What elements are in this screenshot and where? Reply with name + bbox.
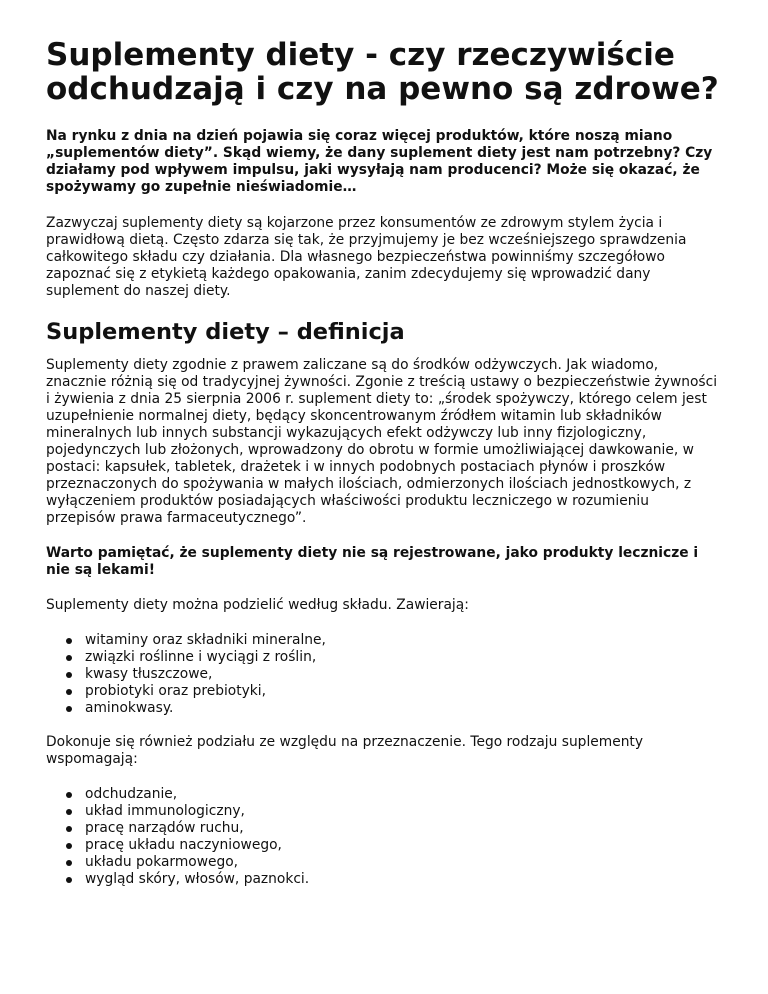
list-item bbox=[85, 700, 722, 717]
list-item bbox=[85, 649, 722, 666]
purpose-intro: Dokonuje się również podziału ze względu na przeznaczenie. Tego rodzaju suplementy wspomagają: bbox=[46, 734, 644, 767]
article-lead: Na rynku z dnia na dzień pojawia się coraz więcej produktów, które noszą miano „suplementów diety”. Skąd wiemy, że dany suplement diety jest nam potrzebny? Czy działamy pod wpływem impulsu, jaki wysyłają nam producenci? Może się okazać, że spożywamy go zupełnie nieświadomie… bbox=[46, 128, 713, 195]
bullet-icon bbox=[66, 860, 72, 866]
list-item bbox=[85, 632, 722, 649]
list-item-text: układ immunologiczny, bbox=[85, 803, 245, 819]
bullet-icon bbox=[66, 826, 72, 832]
list-item-text: witaminy oraz składniki mineralne, bbox=[85, 632, 326, 648]
definition-paragraph: Suplementy diety zgodnie z prawem zaliczane są do środków odżywczych. Jak wiadomo, znacznie różnią się od tradycyjnej żywności. Zgonie z treścią ustawy o bezpieczeństwie żywności i żywienia z dnia 25 sierpnia 2006 r. suplement diety to: „środek spożywczy, którego celem jest uzupełnienie normalnej diety, będący skoncentrowanym źródłem witamin lub składników mineralnych lub innych substancji wykazujących efekt odżywczy lub inny fizjologiczny, pojedynczych lub złożonych, wprowadzony do obrotu w formie umożliwiającej dawkowanie, w postaci: kapsułek, tabletek, drażetek i w innych podobnych postaciach płynów i proszków przeznaczonych do spożywania w małych ilościach, odmierzonych ilościach jednostkowych, z wyłączeniem produktów posiadających właściwości produktu leczniczego w rozumieniu przepisów prawa farmaceutycznego”. bbox=[46, 357, 718, 526]
list-item bbox=[85, 786, 722, 803]
list-item-text: probiotyki oraz prebiotyki, bbox=[85, 683, 267, 699]
intro-paragraph: Zazwyczaj suplementy diety są kojarzone przez konsumentów ze zdrowym stylem życia i prawidłową dietą. Często zdarza się tak, że przyjmujemy je bez wcześniejszego sprawdzenia całkowitego składu czy działania. Dla własnego bezpieczeństwa powinniśmy szczegółowo zapoznać się z etykietą każdego opakowania, zanim zdecydujemy się wprowadzić dany suplement do naszej diety. bbox=[46, 215, 687, 299]
list-item bbox=[85, 803, 722, 820]
purpose-list bbox=[46, 786, 722, 888]
bullet-icon bbox=[66, 843, 72, 849]
bullet-icon bbox=[66, 877, 72, 883]
list-item-text: odchudzanie, bbox=[85, 786, 178, 802]
list-item-text: pracę narządów ruchu, bbox=[85, 820, 244, 836]
list-item bbox=[85, 871, 722, 888]
bullet-icon bbox=[66, 672, 72, 678]
list-item-text: aminokwasy. bbox=[85, 700, 174, 716]
list-item bbox=[85, 666, 722, 683]
bullet-icon bbox=[66, 809, 72, 815]
list-item bbox=[85, 683, 722, 700]
composition-list bbox=[46, 632, 722, 717]
bullet-icon bbox=[66, 689, 72, 695]
list-item-text: układu pokarmowego, bbox=[85, 854, 239, 870]
list-item-text: pracę układu naczyniowego, bbox=[85, 837, 282, 853]
bullet-icon bbox=[66, 706, 72, 712]
list-item bbox=[85, 854, 722, 871]
bullet-icon bbox=[66, 792, 72, 798]
important-note: Warto pamiętać, że suplementy diety nie są rejestrowane, jako produkty lecznicze i nie są lekami! bbox=[46, 545, 699, 578]
composition-intro: Suplementy diety można podzielić według składu. Zawierają: bbox=[46, 597, 469, 613]
section-heading: Suplementy diety – definicja bbox=[46, 319, 405, 345]
list-item-text: związki roślinne i wyciągi z roślin, bbox=[85, 649, 317, 665]
bullet-icon bbox=[66, 638, 72, 644]
list-item bbox=[85, 820, 722, 837]
list-item-text: kwasy tłuszczowe, bbox=[85, 666, 213, 682]
list-item bbox=[85, 837, 722, 854]
bullet-icon bbox=[66, 655, 72, 661]
list-item-text: wygląd skóry, włosów, paznokci. bbox=[85, 871, 310, 887]
article-title: Suplementy diety - czy rzeczywiście odchudzają i czy na pewno są zdrowe? bbox=[46, 37, 719, 107]
